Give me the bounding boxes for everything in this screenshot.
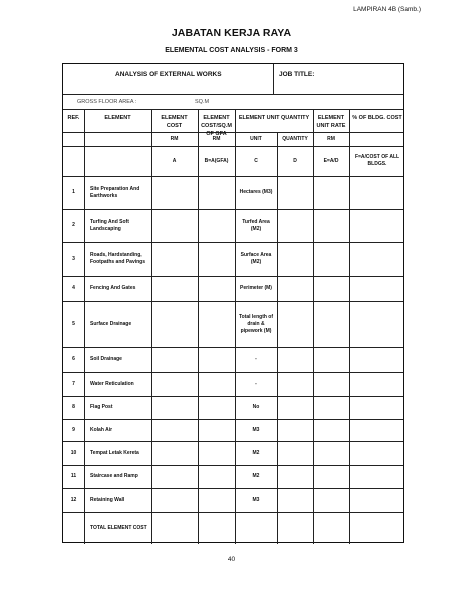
row-unit: - xyxy=(255,380,257,387)
row-unit: M2 xyxy=(252,473,260,479)
column-header: % OF BLDG. COST xyxy=(352,115,402,121)
row-ref: 12 xyxy=(70,496,77,503)
row-ref: 1 xyxy=(72,189,75,195)
row-ref: 9 xyxy=(72,426,75,433)
row-element: Flag Post xyxy=(90,404,113,410)
total-element-cost-label: TOTAL ELEMENT COST xyxy=(90,524,147,531)
gross-floor-area-label: GROSS FLOOR AREA : xyxy=(77,99,137,105)
sqm-label: SQ.M xyxy=(195,99,210,105)
row-ref: 7 xyxy=(72,380,75,387)
column-divider xyxy=(277,132,278,544)
column-header: REF. xyxy=(67,115,80,121)
unit-label: RM xyxy=(212,136,221,142)
row-element: Turfing And Soft Landscaping xyxy=(90,218,129,232)
row-unit: - xyxy=(255,356,257,362)
unit-label: QUANTITY xyxy=(282,136,308,142)
row-element: Soil Drainage xyxy=(90,356,122,362)
formula-label: F=A/COST OF ALL BLDGS. xyxy=(354,154,400,167)
row-unit: Hectares (M3) xyxy=(239,189,273,195)
row-divider xyxy=(63,109,403,110)
formula-label: E=A/D xyxy=(323,157,339,164)
cost-analysis-form xyxy=(62,63,404,543)
row-element: Kolah Air xyxy=(90,426,113,433)
formula-label: C xyxy=(254,157,258,164)
row-ref: 10 xyxy=(70,449,77,456)
row-divider xyxy=(63,94,403,95)
form-subtitle: ELEMENTAL COST ANALYSIS - FORM 3 xyxy=(165,47,298,54)
job-title-divider xyxy=(273,64,274,94)
column-header: ELEMENT COST/SQ.M OF GFA xyxy=(201,115,232,137)
row-element: Fencing And Gates xyxy=(90,285,136,291)
row-ref: 6 xyxy=(72,356,75,362)
formula-label: D xyxy=(293,157,297,164)
row-ref: 11 xyxy=(70,473,77,479)
row-unit: Perimeter (M) xyxy=(240,285,272,291)
unit-label: RM xyxy=(327,136,335,142)
row-unit: M2 xyxy=(252,449,260,456)
row-element: Surface Drainage xyxy=(90,320,132,327)
row-element: Retaining Wall xyxy=(90,496,125,503)
row-unit: M3 xyxy=(252,496,260,503)
unit-label: UNIT xyxy=(250,136,262,142)
row-ref: 2 xyxy=(72,222,75,228)
row-unit: Total length of drain & pipework (M) xyxy=(238,313,274,334)
row-unit: Surface Area (M2) xyxy=(240,252,272,265)
row-element: Staircase and Ramp xyxy=(90,473,138,479)
unit-label: RM xyxy=(170,136,179,142)
analysis-title: ANALYSIS OF EXTERNAL WORKS xyxy=(115,71,222,78)
lampiran-label: LAMPIRAN 4B (Samb.) xyxy=(353,6,421,13)
row-element: Roads, Hardstanding, Footpaths and Pavings xyxy=(90,252,146,265)
column-header: ELEMENT xyxy=(104,115,131,121)
row-unit: No xyxy=(252,404,260,410)
page-title: JABATAN KERJA RAYA xyxy=(171,27,292,39)
row-element: Tempat Letak Kereta xyxy=(90,449,139,456)
column-header: ELEMENT UNIT QUANTITY xyxy=(238,115,310,121)
page-number: 40 xyxy=(227,556,236,563)
row-ref: 3 xyxy=(72,255,75,262)
column-header: ELEMENT COST xyxy=(161,115,188,129)
row-unit: Turfed Area (M2) xyxy=(242,218,270,232)
row-unit: M3 xyxy=(252,426,260,433)
job-title-label: JOB TITLE: xyxy=(279,71,315,78)
formula-label: A xyxy=(172,157,177,164)
row-ref: 8 xyxy=(72,404,75,410)
column-divider xyxy=(84,109,85,544)
column-header: ELEMENT UNIT RATE xyxy=(316,115,346,129)
row-ref: 4 xyxy=(72,285,75,291)
row-element: Water Reticulation xyxy=(90,380,134,387)
row-element: Site Preparation And Earthworks xyxy=(90,185,140,199)
row-ref: 5 xyxy=(72,320,75,327)
formula-label: B=A(GFA) xyxy=(204,157,229,164)
